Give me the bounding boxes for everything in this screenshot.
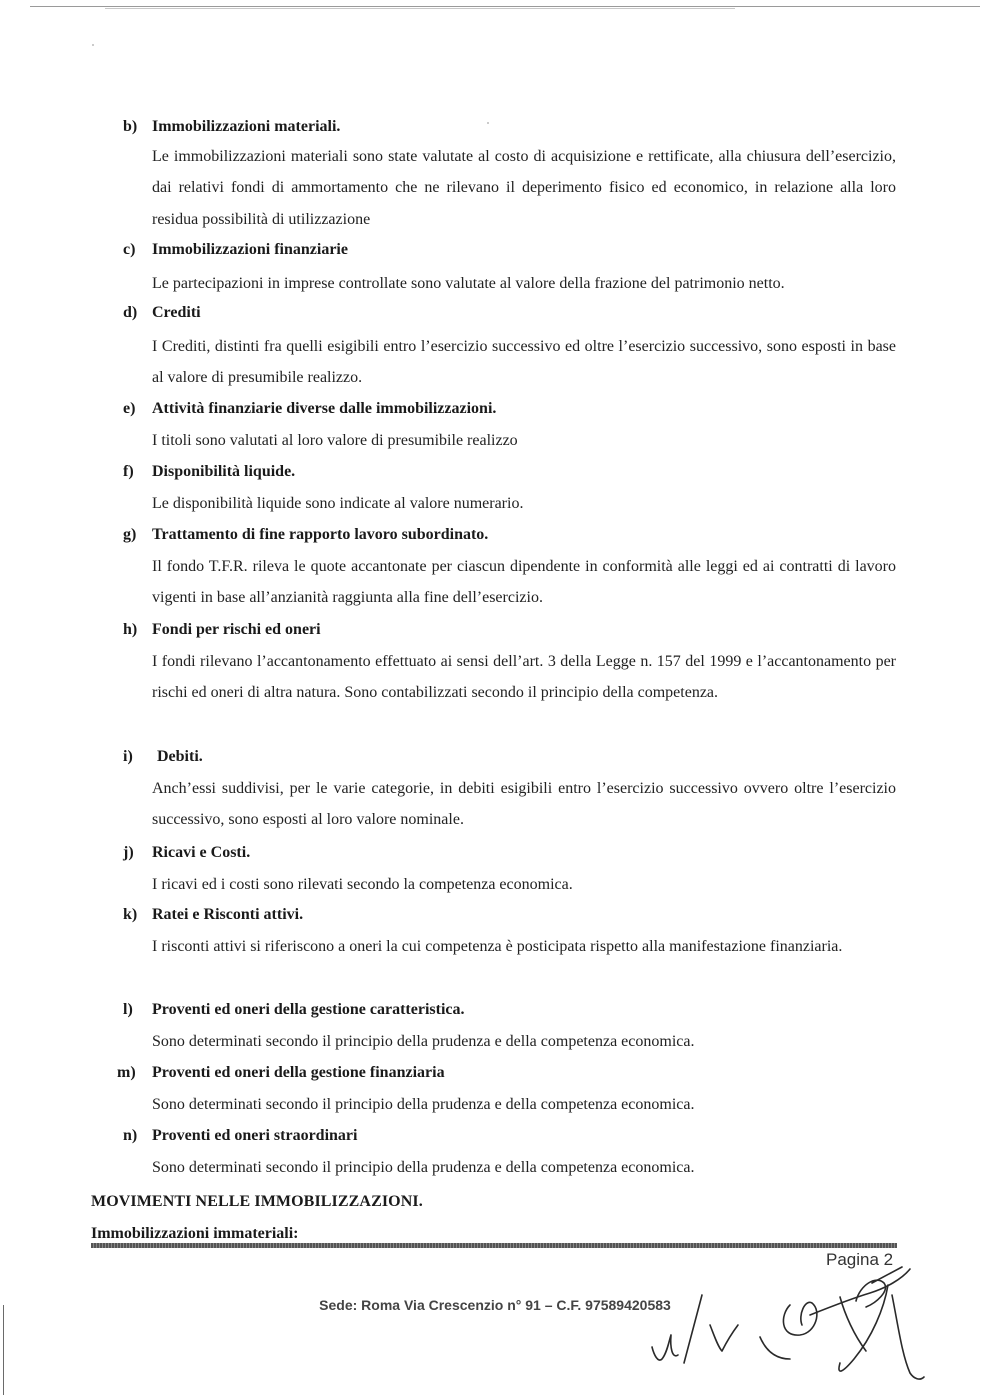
- item-title: Attività finanziarie diverse dalle immobilizzazioni.: [152, 400, 497, 417]
- item-body: Sono determinati secondo il principio della prudenza e della competenza economica.: [152, 1159, 695, 1176]
- list-item: [0, 618, 990, 702]
- item-title: Proventi ed oneri della gestione caratteristica.: [152, 1001, 465, 1018]
- subsection-title: Immobilizzazioni immateriali:: [91, 1225, 299, 1242]
- item-title: Fondi per rischi ed oneri: [152, 621, 321, 638]
- item-body: I Crediti, distinti fra quelli esigibili entro l’esercizio successivo ed oltre l’esercizio successivo, sono esposti in base al valore di presumibile realizzo.: [152, 338, 896, 387]
- handwritten-signature: [640, 1255, 930, 1395]
- item-letter: k): [123, 906, 138, 923]
- item-title: Crediti: [152, 304, 201, 321]
- item-body: Anch’essi suddivisi, per le varie categorie, in debiti esigibili entro l’esercizio successivo ovvero oltre l’esercizio successivo, sono esposti al loro valore nominale.: [152, 780, 896, 829]
- item-body: Il fondo T.F.R. rileva le quote accantonate per ciascun dipendente in conformità alle leggi ed ai contratti di lavoro vigenti in base all’anzianità raggiunta alla fine dell’esercizio.: [152, 558, 896, 607]
- list-item: [0, 115, 990, 228]
- item-title: Immobilizzazioni materiali.: [152, 118, 341, 135]
- item-title: Debiti.: [157, 748, 203, 765]
- item-title: Immobilizzazioni finanziarie: [152, 241, 348, 258]
- item-letter: l): [123, 1001, 133, 1018]
- item-letter: g): [123, 526, 137, 543]
- item-body: I titoli sono valutati al loro valore di presumibile realizzo: [152, 432, 518, 449]
- item-letter: c): [123, 241, 136, 258]
- footer-text: Sede: Roma Via Crescenzio n° 91 – C.F. 97589420583: [319, 1297, 671, 1313]
- item-title: Trattamento di fine rapporto lavoro subordinato.: [152, 526, 489, 543]
- item-letter: i): [123, 748, 133, 765]
- list-item: [0, 1124, 990, 1176]
- page-number: Pagina 2: [826, 1250, 894, 1269]
- item-title: Ricavi e Costi.: [152, 844, 251, 861]
- scan-top-rule: [30, 6, 980, 7]
- item-letter: h): [123, 621, 138, 638]
- list-item: [0, 998, 990, 1050]
- item-letter: j): [123, 844, 134, 861]
- item-body: I ricavi ed i costi sono rilevati secondo la competenza economica.: [152, 876, 573, 893]
- scan-edge-mark: [3, 1305, 4, 1395]
- item-title: Proventi ed oneri della gestione finanziaria: [152, 1064, 445, 1081]
- list-item: [0, 1061, 990, 1113]
- scan-speck: [92, 44, 94, 46]
- section-title: MOVIMENTI NELLE IMMOBILIZZAZIONI.: [91, 1193, 423, 1210]
- item-letter: m): [117, 1064, 136, 1081]
- item-body: Le disponibilità liquide sono indicate al valore numerario.: [152, 495, 524, 512]
- item-body: I risconti attivi si riferiscono a oneri la cui competenza è posticipata rispetto alla manifestazione finanziaria.: [152, 938, 843, 955]
- list-item: [0, 397, 990, 449]
- list-item: [0, 841, 990, 893]
- list-item: [0, 903, 990, 955]
- list-item: [0, 460, 990, 512]
- item-letter: e): [123, 400, 136, 417]
- item-title: Ratei e Risconti attivi.: [152, 906, 304, 923]
- list-item: [0, 523, 990, 607]
- list-item: [0, 238, 990, 292]
- scan-top-rule-faint: [105, 8, 735, 9]
- item-body: Le partecipazioni in imprese controllate sono valutate al valore della frazione del patrimonio netto.: [152, 275, 785, 292]
- subsection-rule: [91, 1243, 897, 1248]
- item-body: Sono determinati secondo il principio della prudenza e della competenza economica.: [152, 1033, 695, 1050]
- item-body: Sono determinati secondo il principio della prudenza e della competenza economica.: [152, 1096, 695, 1113]
- item-letter: d): [123, 304, 138, 321]
- item-title: Proventi ed oneri straordinari: [152, 1127, 358, 1144]
- item-body: I fondi rilevano l’accantonamento effettuato ai sensi dell’art. 3 della Legge n. 157 del 1999 e l’accantonamento per rischi ed oneri di altra natura. Sono contabilizzati secondo il principio della competenza.: [152, 653, 896, 702]
- list-item: [0, 301, 990, 387]
- list-item: [0, 745, 990, 829]
- item-letter: f): [123, 463, 134, 480]
- item-title: Disponibilità liquide.: [152, 463, 296, 480]
- item-letter: b): [123, 118, 138, 135]
- item-letter: n): [123, 1127, 138, 1144]
- item-body: Le immobilizzazioni materiali sono state valutate al costo di acquisizione e rettificate, alla chiusura dell’esercizio, dai relativi fondi di ammortamento che ne rilevano il deperimento fisico ed economico, in relazione alla loro residua possibilità di utilizzazione: [152, 148, 896, 228]
